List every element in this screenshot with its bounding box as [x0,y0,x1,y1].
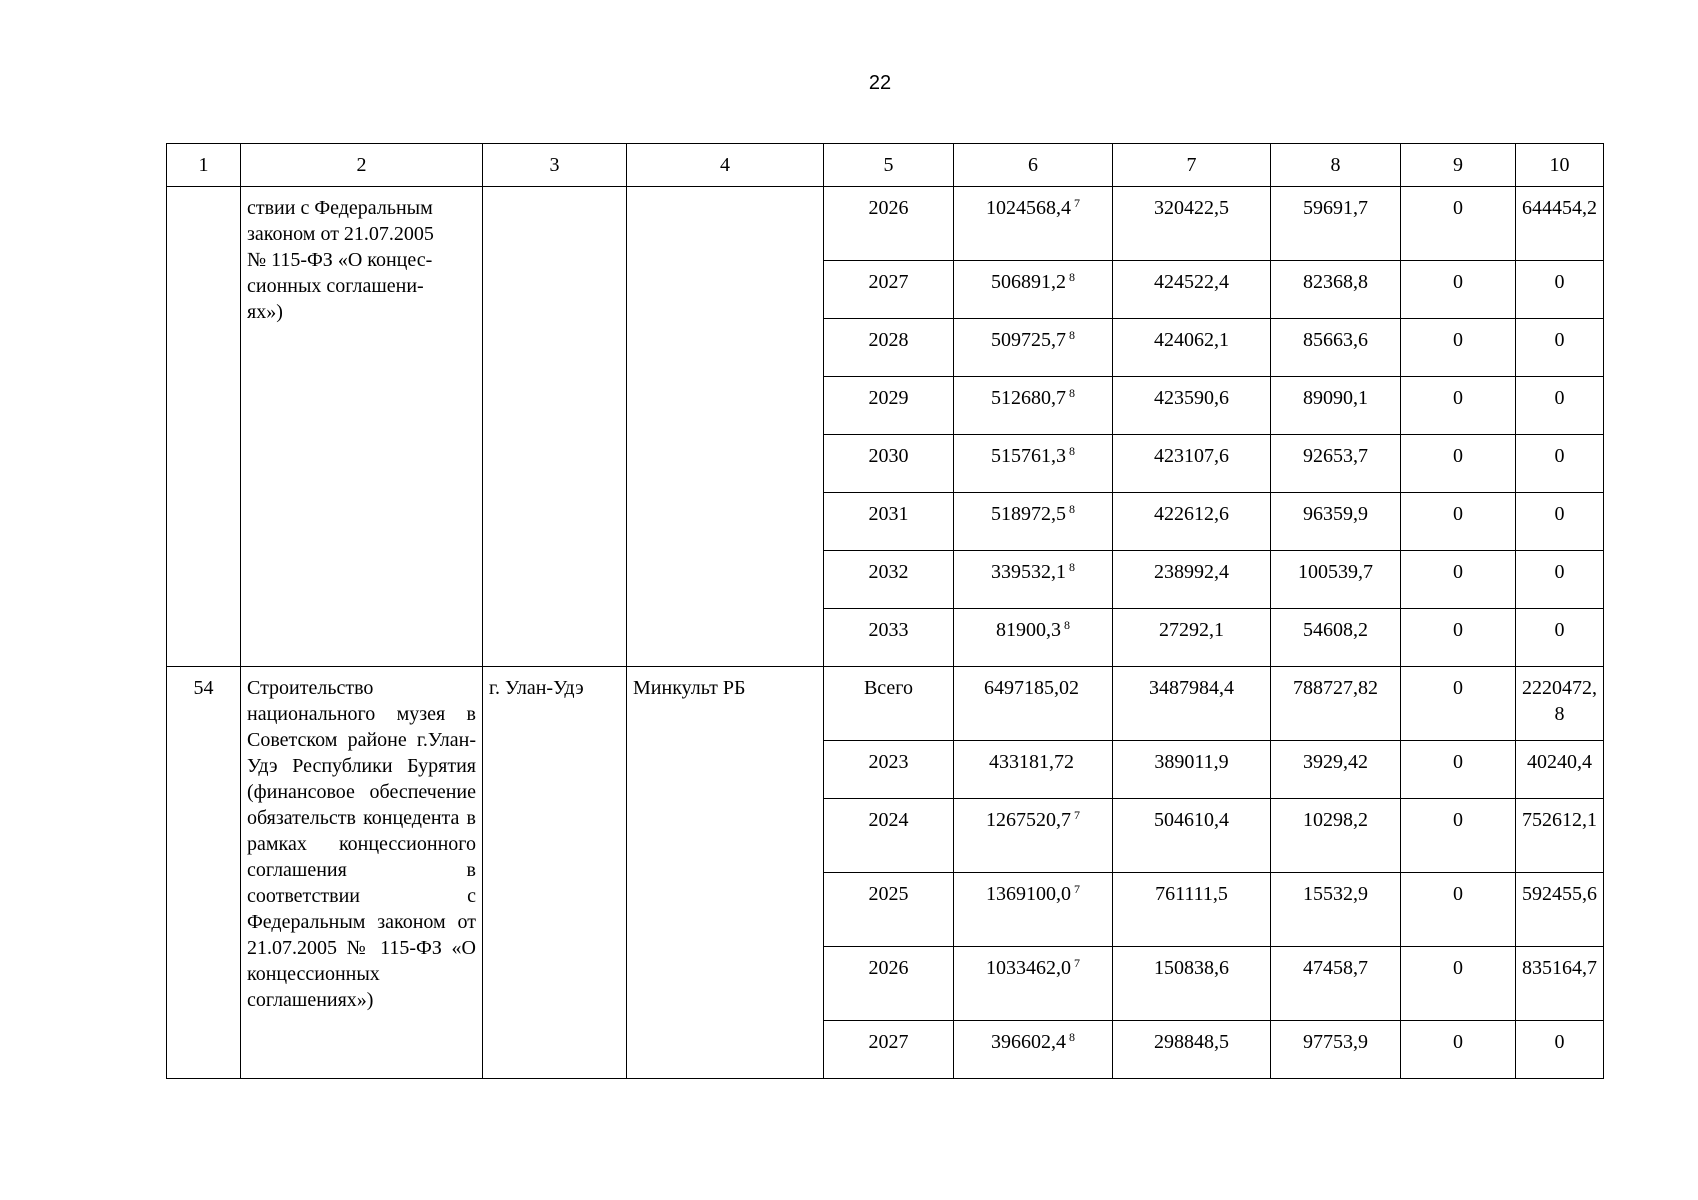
total-cell: 396602,4 $^8$ [954,1021,1113,1079]
total-cell: 1024568,4 $^7$ [954,187,1113,261]
total-cell: 506891,2 $^8$ [954,261,1113,319]
agency-cell: Минкульт РБ [627,667,824,1079]
object-description-cell [241,187,483,667]
col7-cell: 238992,4 [1113,551,1271,609]
total-cell: 509725,7 $^8$ [954,319,1113,377]
row-number-cell: 54 [167,667,241,1079]
footnote-mark: 8 [1069,560,1075,574]
col10-cell: 2220472,8 [1516,667,1604,741]
header-cell: 8 [1271,144,1401,187]
col10-cell: 0 [1516,261,1604,319]
col7-cell: 424522,4 [1113,261,1271,319]
total-cell: 1369100,0 $^7$ [954,873,1113,947]
footnote-mark: 7 [1074,808,1080,822]
col8-cell: 47458,7 [1271,947,1401,1021]
col10-cell: 40240,4 [1516,741,1604,799]
header-cell: 6 [954,144,1113,187]
col9-cell: 0 [1401,261,1516,319]
header-row [167,144,1604,187]
total-cell: 6497185,02 [954,667,1113,741]
footnote-mark: 7 [1074,956,1080,970]
col9-cell: 0 [1401,551,1516,609]
total-cell: 339532,1 $^8$ [954,551,1113,609]
col10-cell: 592455,6 [1516,873,1604,947]
col9-cell: 0 [1401,799,1516,873]
footnote-mark: 7 [1074,882,1080,896]
col7-cell: 761111,5 [1113,873,1271,947]
col7-cell: 422612,6 [1113,493,1271,551]
col8-cell: 97753,9 [1271,1021,1401,1079]
col7-cell: 27292,1 [1113,609,1271,667]
year-cell: 2023 [824,741,954,799]
footnote-mark: 7 [1074,196,1080,210]
header-cell: 3 [483,144,627,187]
col8-cell: 85663,6 [1271,319,1401,377]
footnote-mark: 8 [1069,1030,1075,1044]
year-cell: 2025 [824,873,954,947]
total-cell: 1033462,0 $^7$ [954,947,1113,1021]
year-cell: 2030 [824,435,954,493]
location-cell [483,187,627,667]
col8-cell: 82368,8 [1271,261,1401,319]
col7-cell: 298848,5 [1113,1021,1271,1079]
footnote-mark: 8 [1069,328,1075,342]
year-cell: 2029 [824,377,954,435]
total-cell: 512680,7 $^8$ [954,377,1113,435]
header-cell: 5 [824,144,954,187]
description-line: № 115-ФЗ «О концес- [247,249,433,271]
header-cell: 1 [167,144,241,187]
col7-cell: 423590,6 [1113,377,1271,435]
col7-cell: 3487984,4 [1113,667,1271,741]
footnote-mark: 8 [1069,502,1075,516]
col7-cell: 150838,6 [1113,947,1271,1021]
location-cell: г. Улан-Удэ [483,667,627,1079]
object-description-cell: Строительство национального музея в Советском районе г.Улан-Удэ Республики Бурятия (финансовое обеспечение обязательств концедента в рамках концессионного соглашения в соответствии с Федеральным законом от 21.07.2005 № 115-ФЗ «О концессионных соглашениях») [241,667,483,1079]
col10-cell: 752612,1 [1516,799,1604,873]
col10-cell: 0 [1516,1021,1604,1079]
year-cell: 2026 [824,187,954,261]
col10-cell: 0 [1516,319,1604,377]
header-cell: 4 [627,144,824,187]
col7-cell: 423107,6 [1113,435,1271,493]
col9-cell: 0 [1401,319,1516,377]
col8-cell: 10298,2 [1271,799,1401,873]
col8-cell: 92653,7 [1271,435,1401,493]
col9-cell: 0 [1401,947,1516,1021]
col8-cell: 15532,9 [1271,873,1401,947]
col9-cell: 0 [1401,187,1516,261]
total-cell: 81900,3 $^8$ [954,609,1113,667]
col9-cell: 0 [1401,1021,1516,1079]
col10-cell: 0 [1516,435,1604,493]
year-cell: 2032 [824,551,954,609]
description-line: ствии с Федеральным [247,197,433,219]
description-line: законом от 21.07.2005 [247,223,434,245]
col7-cell: 389011,9 [1113,741,1271,799]
col9-cell: 0 [1401,873,1516,947]
footnote-mark: 8 [1069,444,1075,458]
description-line: сионных соглашени- [247,275,424,297]
col8-cell: 3929,42 [1271,741,1401,799]
col9-cell: 0 [1401,493,1516,551]
col7-cell: 504610,4 [1113,799,1271,873]
table-row [167,187,1604,261]
year-cell: 2026 [824,947,954,1021]
year-cell: 2027 [824,1021,954,1079]
col8-cell: 54608,2 [1271,609,1401,667]
total-cell: 1267520,7 $^7$ [954,799,1113,873]
col7-cell: 320422,5 [1113,187,1271,261]
description-line: ях») [247,301,283,323]
col7-cell: 424062,1 [1113,319,1271,377]
col10-cell: 0 [1516,609,1604,667]
col9-cell: 0 [1401,667,1516,741]
year-cell: 2027 [824,261,954,319]
col10-cell: 0 [1516,377,1604,435]
col10-cell: 0 [1516,493,1604,551]
col8-cell: 59691,7 [1271,187,1401,261]
total-cell: 433181,72 [954,741,1113,799]
total-cell: 515761,3 $^8$ [954,435,1113,493]
col10-cell: 644454,2 [1516,187,1604,261]
col8-cell: 788727,82 [1271,667,1401,741]
row-number-cell [167,187,241,667]
year-cell: 2024 [824,799,954,873]
col8-cell: 89090,1 [1271,377,1401,435]
header-cell: 2 [241,144,483,187]
page-number: 22 [868,72,892,94]
header-cell: 10 [1516,144,1604,187]
year-cell: 2028 [824,319,954,377]
data-table [166,143,1604,1079]
header-cell: 9 [1401,144,1516,187]
footnote-mark: 8 [1069,270,1075,284]
table-row [167,667,1604,741]
year-cell: Всего [824,667,954,741]
col9-cell: 0 [1401,377,1516,435]
col9-cell: 0 [1401,741,1516,799]
footnote-mark: 8 [1064,618,1070,632]
col8-cell: 96359,9 [1271,493,1401,551]
col9-cell: 0 [1401,435,1516,493]
year-cell: 2031 [824,493,954,551]
col8-cell: 100539,7 [1271,551,1401,609]
year-cell: 2033 [824,609,954,667]
footnote-mark: 8 [1069,386,1075,400]
col10-cell: 0 [1516,551,1604,609]
total-cell: 518972,5 $^8$ [954,493,1113,551]
agency-cell [627,187,824,667]
header-cell: 7 [1113,144,1271,187]
col9-cell: 0 [1401,609,1516,667]
col10-cell: 835164,7 [1516,947,1604,1021]
